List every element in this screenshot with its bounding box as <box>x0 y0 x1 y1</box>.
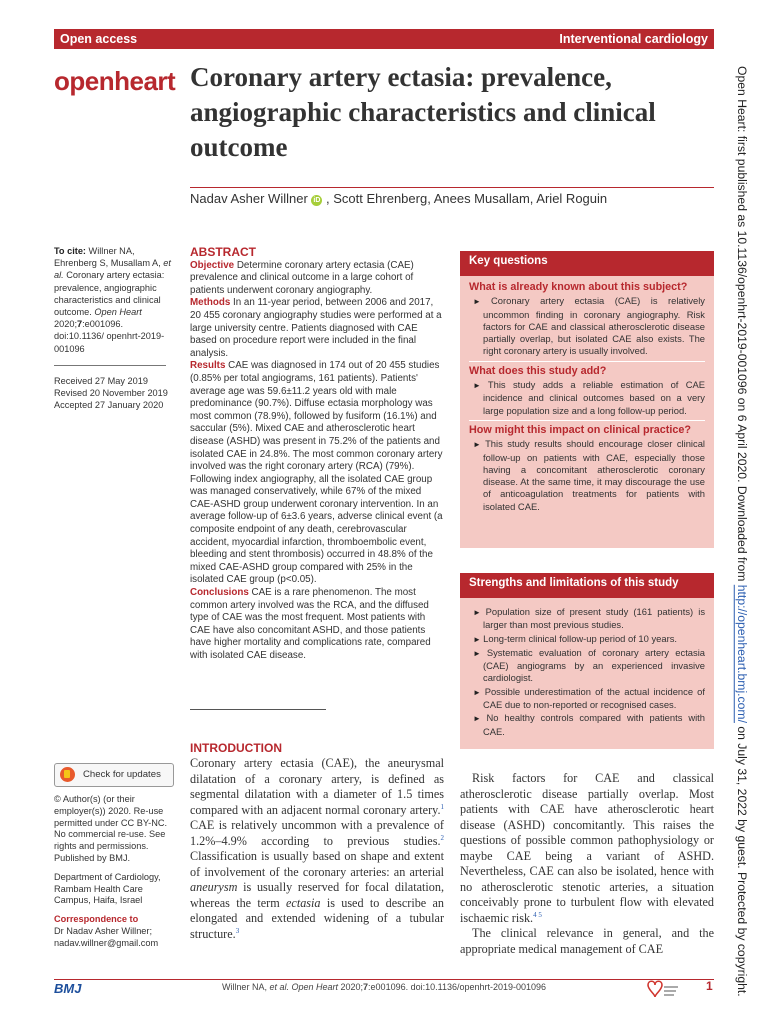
abstract <box>190 246 444 663</box>
list-item: ► Coronary artery ectasia (CAE) is relatively uncommon finding in coronary angiography. Risk factors for CAE and classical atherosclerotic disease partially overlap, but isolated CAE also exists. The right coronary artery is usually involved. <box>473 295 705 357</box>
citation-sidebar <box>54 245 172 411</box>
list-item: ► Possible underestimation of the actual incidence of CAE due to non-reported or recognised cases. <box>473 685 705 711</box>
introduction-heading: INTRODUCTION <box>190 741 282 755</box>
first-author: Nadav Asher Willner <box>190 191 308 206</box>
accepted-date: Accepted 27 January 2020 <box>54 400 164 411</box>
bmj-logo: BMJ <box>54 981 82 996</box>
list-item: ► Long-term clinical follow-up period of 10 years. <box>473 632 677 644</box>
footer-divider <box>54 979 714 980</box>
list-item: ► This study adds a reliable estimation of CAE incidence and clinical outcomes based on a very large population size and a long follow-up period. <box>473 379 706 416</box>
ref-link[interactable]: 2 <box>440 833 444 842</box>
download-watermark: Open Heart: first published as 10.1136/openhrt-2019-001096 on 6 April 2020. Downloaded from http://openheart.bmj.com/ on July 31, 2022 by guest. Protected by copyright. <box>735 66 749 997</box>
sidebar-divider <box>54 365 166 366</box>
ref-link[interactable]: 1 <box>440 802 444 811</box>
key-questions-box <box>460 251 714 548</box>
correspondence-label: Correspondence to <box>54 914 139 925</box>
author-list <box>190 191 607 206</box>
journal-link[interactable]: http://openheart.bmj.com/ <box>735 584 749 723</box>
top-banner <box>54 29 714 49</box>
strengths-box <box>460 573 714 749</box>
question-adds: What does this study add? <box>469 364 607 377</box>
list-item: ► Systematic evaluation of coronary artery ectasia (CAE) angiograms by an experienced invasive cardiologist. <box>473 646 705 684</box>
other-authors: , Scott Ehrenberg, Anees Musallam, Ariel Roguin <box>326 191 608 206</box>
copyright-notice: © Author(s) (or their employer(s)) 2020. Re-use permitted under CC BY-NC. No commercial re-use. See rights and permissions. Published by BMJ. <box>54 794 168 863</box>
title-divider <box>190 187 714 188</box>
list-item: ► This study results should encourage closer clinical follow-up on patients with CAE, especially those having a concomitant atherosclerotic coronary disease. At the same time, it may discourage the use of anticoagulation treatments for patients with isolated CAE. <box>473 438 706 512</box>
article-title: Coronary artery ectasia: prevalence, angiographic characteristics and clinical outcome <box>190 62 656 162</box>
revised-date: Revised 20 November 2019 <box>54 388 168 399</box>
correspondence-text: Dr Nadav Asher Willner; nadav.willner@gmail.com <box>54 925 159 948</box>
key-questions-heading: Key questions <box>460 251 714 276</box>
introduction-column-1 <box>190 756 444 942</box>
abstract-conclusions: Conclusions CAE is a rare phenomenon. The most common artery involved was the RCA, and the diffused type of CAE was the most frequent. Most patients with CAE have also concomitant ASHD, and those patients have higher mortality and complications rate, compared with isolated CAE disease. <box>190 587 431 661</box>
abstract-objective: Objective Determine coronary artery ectasia (CAE) prevalence and clinical outcome in a large cohort of patients underwent coronary angiography. <box>190 259 414 296</box>
strengths-heading: Strengths and limitations of this study <box>460 573 714 598</box>
introduction-column-2 <box>460 771 714 957</box>
crossmark-icon <box>60 767 75 782</box>
footer-citation: Willner NA, et al. Open Heart 2020;7:e001096. doi:10.1136/openhrt-2019-001096 <box>221 982 547 992</box>
abstract-end-rule <box>190 709 326 710</box>
orcid-icon[interactable]: iD <box>313 197 321 204</box>
ref-link[interactable]: 4 5 <box>533 910 542 919</box>
section-label: Interventional cardiology <box>559 32 708 46</box>
affiliation: Department of Cardiology, Rambam Health Care Campus, Haifa, Israel <box>54 871 161 906</box>
author-info-sidebar <box>54 794 172 957</box>
check-for-updates-button[interactable]: Check for updates <box>54 763 174 787</box>
ref-link[interactable]: 3 <box>235 926 240 935</box>
journal-logo: openheart <box>54 66 176 96</box>
abstract-methods: Methods In an 11-year period, between 2006 and 2017, 20 455 coronary angiography studies were performed at a large university centre. Patients diagnosed with CAE based on procedure report were included in the final analysis. <box>190 297 442 359</box>
intro-paragraph-2: Risk factors for CAE and classical atherosclerotic disease partially overlap. Most patients with CAE have atherosclerotic heart disease (ASHD) concomitantly. This raises the questions of possible common pathophysiology or maybe CAE being a variant of ASHD. Nevertheless, CAE can also be isolated, hence with no atherosclerotic stenotic arteries, a situation conceivably prone to turbulent flow with elevated ischaemic risk.$^{4 5}$ <box>460 771 714 925</box>
heart-society-logo <box>640 978 680 1002</box>
list-item: ► No healthy controls compared with patients with CAE. <box>473 712 706 737</box>
question-impact: How might this impact on clinical practice? <box>469 423 691 436</box>
page-number: 1 <box>706 979 713 993</box>
intro-paragraph-1: Coronary artery ectasia (CAE), the aneurysmal dilatation of a coronary artery, is defined as segmental dilatation with a diameter of 1.5 times compared with an adjacent normal coronary artery.$^1$ CAE is relatively uncommon with a prevalence of 1.2%–4.9% according to previous studies.$^2$ Classification is usually based on shape and extent of involvement of the coronary arteries: an arterial aneurysm is usually reserved for focal dilatation, whereas the term ectasia is used to describe an elongated and extended widening of a tubular structure.$^3$ <box>190 756 444 941</box>
abstract-heading: ABSTRACT <box>190 245 256 259</box>
intro-paragraph-3: The clinical relevance in general, and the appropriate medical management of CAE <box>460 926 714 956</box>
received-date: Received 27 May 2019 <box>54 375 148 386</box>
list-item: ► Population size of present study (161 patients) is larger than most previous studies. <box>473 606 706 631</box>
open-access-label: Open access <box>60 32 138 46</box>
question-known: What is already known about this subject? <box>469 281 688 293</box>
cite-block: To cite: Willner NA, Ehrenberg S, Musallam A, et al. Coronary artery ectasia: prevalence, angiographic characteristics and clinical outcome. Open Heart 2020;7:e001096. doi:10.1136/ openhrt-2019-001096 <box>54 246 171 354</box>
abstract-results: Results CAE was diagnosed in 174 out of 20 455 studies (0.85% per total angiograms, 161 patients). Patients' average age was 59.6±11.2 years old with male predominance (90.7%). Diffuse ectasia morphology was most common (78.9%), followed by fusiform (16.1%) and saccular (5%). Mixed CAE and atherosclerotic heart disease (ASHD) was present in 75.2% of the patients and isolated CAE in 24.8%. The most common coronary artery involved was the right coronary artery (RCA) (79%). Following index angiography, all the isolated CAE group was managed conservatively, while 67% of the mixed CAE-ASHD group underwent coronary intervention. In an average follow-up of 6±3.6 years, adverse clinical event (a composite endpoint of any death, cerebrovascular accident, myocardial infarction, thromboembolic event, bleeding and stent thrombosis) occurred in 48.8% of the mixed CAE-ASHD group compared with 25% in the isolated CAE group (p<0.05). <box>190 360 443 586</box>
